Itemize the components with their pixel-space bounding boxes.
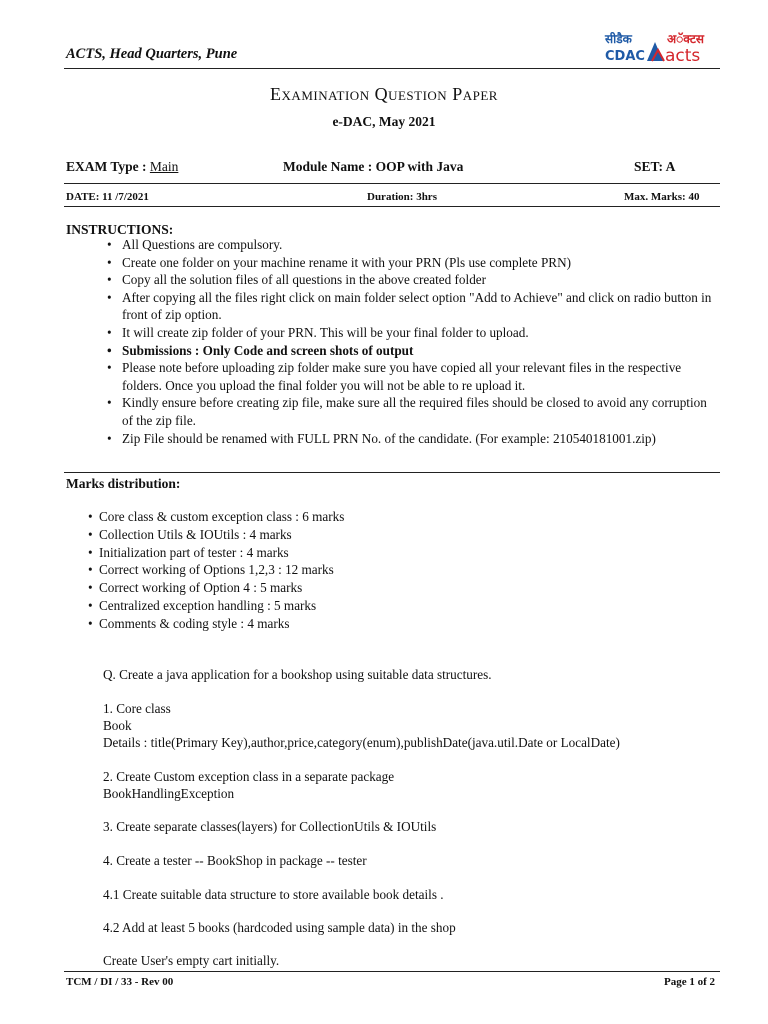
marks-item: • Core class & custom exception class : 6 marks bbox=[88, 508, 344, 526]
footer-rule bbox=[64, 971, 720, 972]
instructions-heading: INSTRUCTIONS: bbox=[66, 222, 174, 237]
logo-mark-icon bbox=[647, 42, 663, 61]
section-core-class: 1. Core class bbox=[103, 701, 171, 716]
question-intro: Q. Create a java application for a bookshop using suitable data structures. bbox=[103, 667, 492, 682]
section-data-structure: 4.1 Create suitable data structure to store available book details . bbox=[103, 887, 444, 902]
section-sample-books: 4.2 Add at least 5 books (hardcoded using sample data) in the shop bbox=[103, 920, 456, 935]
exam-rule bbox=[64, 183, 720, 184]
marks-item: • Correct working of Option 4 : 5 marks bbox=[88, 579, 344, 597]
instruction-item: • Copy all the solution files of all questions in the above created folder bbox=[100, 271, 720, 289]
logo-hindi-acts: अॅक्टस bbox=[667, 32, 704, 46]
instruction-item: • Zip File should be renamed with FULL PRN No. of the candidate. (For example: 210540181001.zip) bbox=[100, 430, 720, 448]
page-title: Examination Question Paper bbox=[270, 84, 498, 104]
instruction-item: • It will create zip folder of your PRN. This will be your final folder to upload. bbox=[100, 324, 720, 342]
marks-heading: Marks distribution: bbox=[66, 476, 181, 491]
section-layers: 3. Create separate classes(layers) for CollectionUtils & IOUtils bbox=[103, 819, 437, 834]
header-org: ACTS, Head Quarters, Pune bbox=[66, 46, 238, 62]
marks-item: • Correct working of Options 1,2,3 : 12 marks bbox=[88, 561, 344, 579]
exam-max-marks: Max. Marks: 40 bbox=[624, 191, 700, 203]
logo-hindi-cdac: सीडैक bbox=[605, 32, 632, 46]
marks-list bbox=[88, 508, 344, 633]
header-rule bbox=[64, 68, 720, 69]
module-name: Module Name : OOP with Java bbox=[283, 159, 464, 174]
section-exception: 2. Create Custom exception class in a separate package bbox=[103, 769, 395, 784]
instruction-item: • Create one folder on your machine rename it with your PRN (Pls use complete PRN) bbox=[100, 254, 720, 272]
cdac-acts-logo bbox=[603, 28, 715, 68]
marks-item: • Centralized exception handling : 5 marks bbox=[88, 597, 344, 615]
instruction-item: • Submissions : Only Code and screen shots of output bbox=[100, 342, 720, 360]
footer-doc-id: TCM / DI / 33 - Rev 00 bbox=[66, 976, 174, 988]
logo-cdac: CDAC bbox=[605, 49, 645, 64]
instruction-item: • Please note before uploading zip folder make sure you have copied all your relevant files in the respective folders. Once you upload the final folder you will not be able to re upload it. bbox=[100, 359, 720, 394]
date-rule bbox=[64, 206, 720, 207]
instruction-item: • Kindly ensure before creating zip file, make sure all the required files should be closed to avoid any corruption of the zip file. bbox=[100, 394, 720, 429]
exam-duration: Duration: 3hrs bbox=[367, 191, 437, 203]
marks-item: • Collection Utils & IOUtils : 4 marks bbox=[88, 526, 344, 544]
exam-type-value: Main bbox=[149, 159, 179, 174]
footer-page-number: Page 1 of 2 bbox=[664, 976, 716, 988]
logo-graphic bbox=[603, 28, 715, 68]
core-class-details: Details : title(Primary Key),author,price,category(enum),publishDate(java.util.Date or LocalDate) bbox=[103, 735, 620, 750]
exam-type bbox=[66, 159, 178, 175]
exam-date: DATE: 11 /7/2021 bbox=[66, 191, 149, 203]
instructions-list bbox=[100, 236, 720, 447]
exam-set: SET: A bbox=[634, 159, 676, 174]
logo-acts: acts bbox=[665, 46, 701, 66]
instruction-item: • After copying all the files right click on main folder select option "Add to Achieve" and click on radio button in front of zip option. bbox=[100, 289, 720, 324]
section-tester: 4. Create a tester -- BookShop in package -- tester bbox=[103, 853, 367, 868]
cart-note: Create User's empty cart initially. bbox=[103, 953, 280, 968]
marks-item: • Comments & coding style : 4 marks bbox=[88, 615, 344, 633]
exam-type-label: EXAM Type : bbox=[66, 159, 147, 174]
instruction-item: • All Questions are compulsory. bbox=[100, 236, 720, 254]
instructions-rule bbox=[64, 472, 720, 473]
core-class-name: Book bbox=[103, 718, 132, 733]
marks-item: • Initialization part of tester : 4 marks bbox=[88, 544, 344, 562]
page-subtitle: e-DAC, May 2021 bbox=[332, 114, 436, 129]
exception-class-name: BookHandlingException bbox=[103, 786, 235, 801]
